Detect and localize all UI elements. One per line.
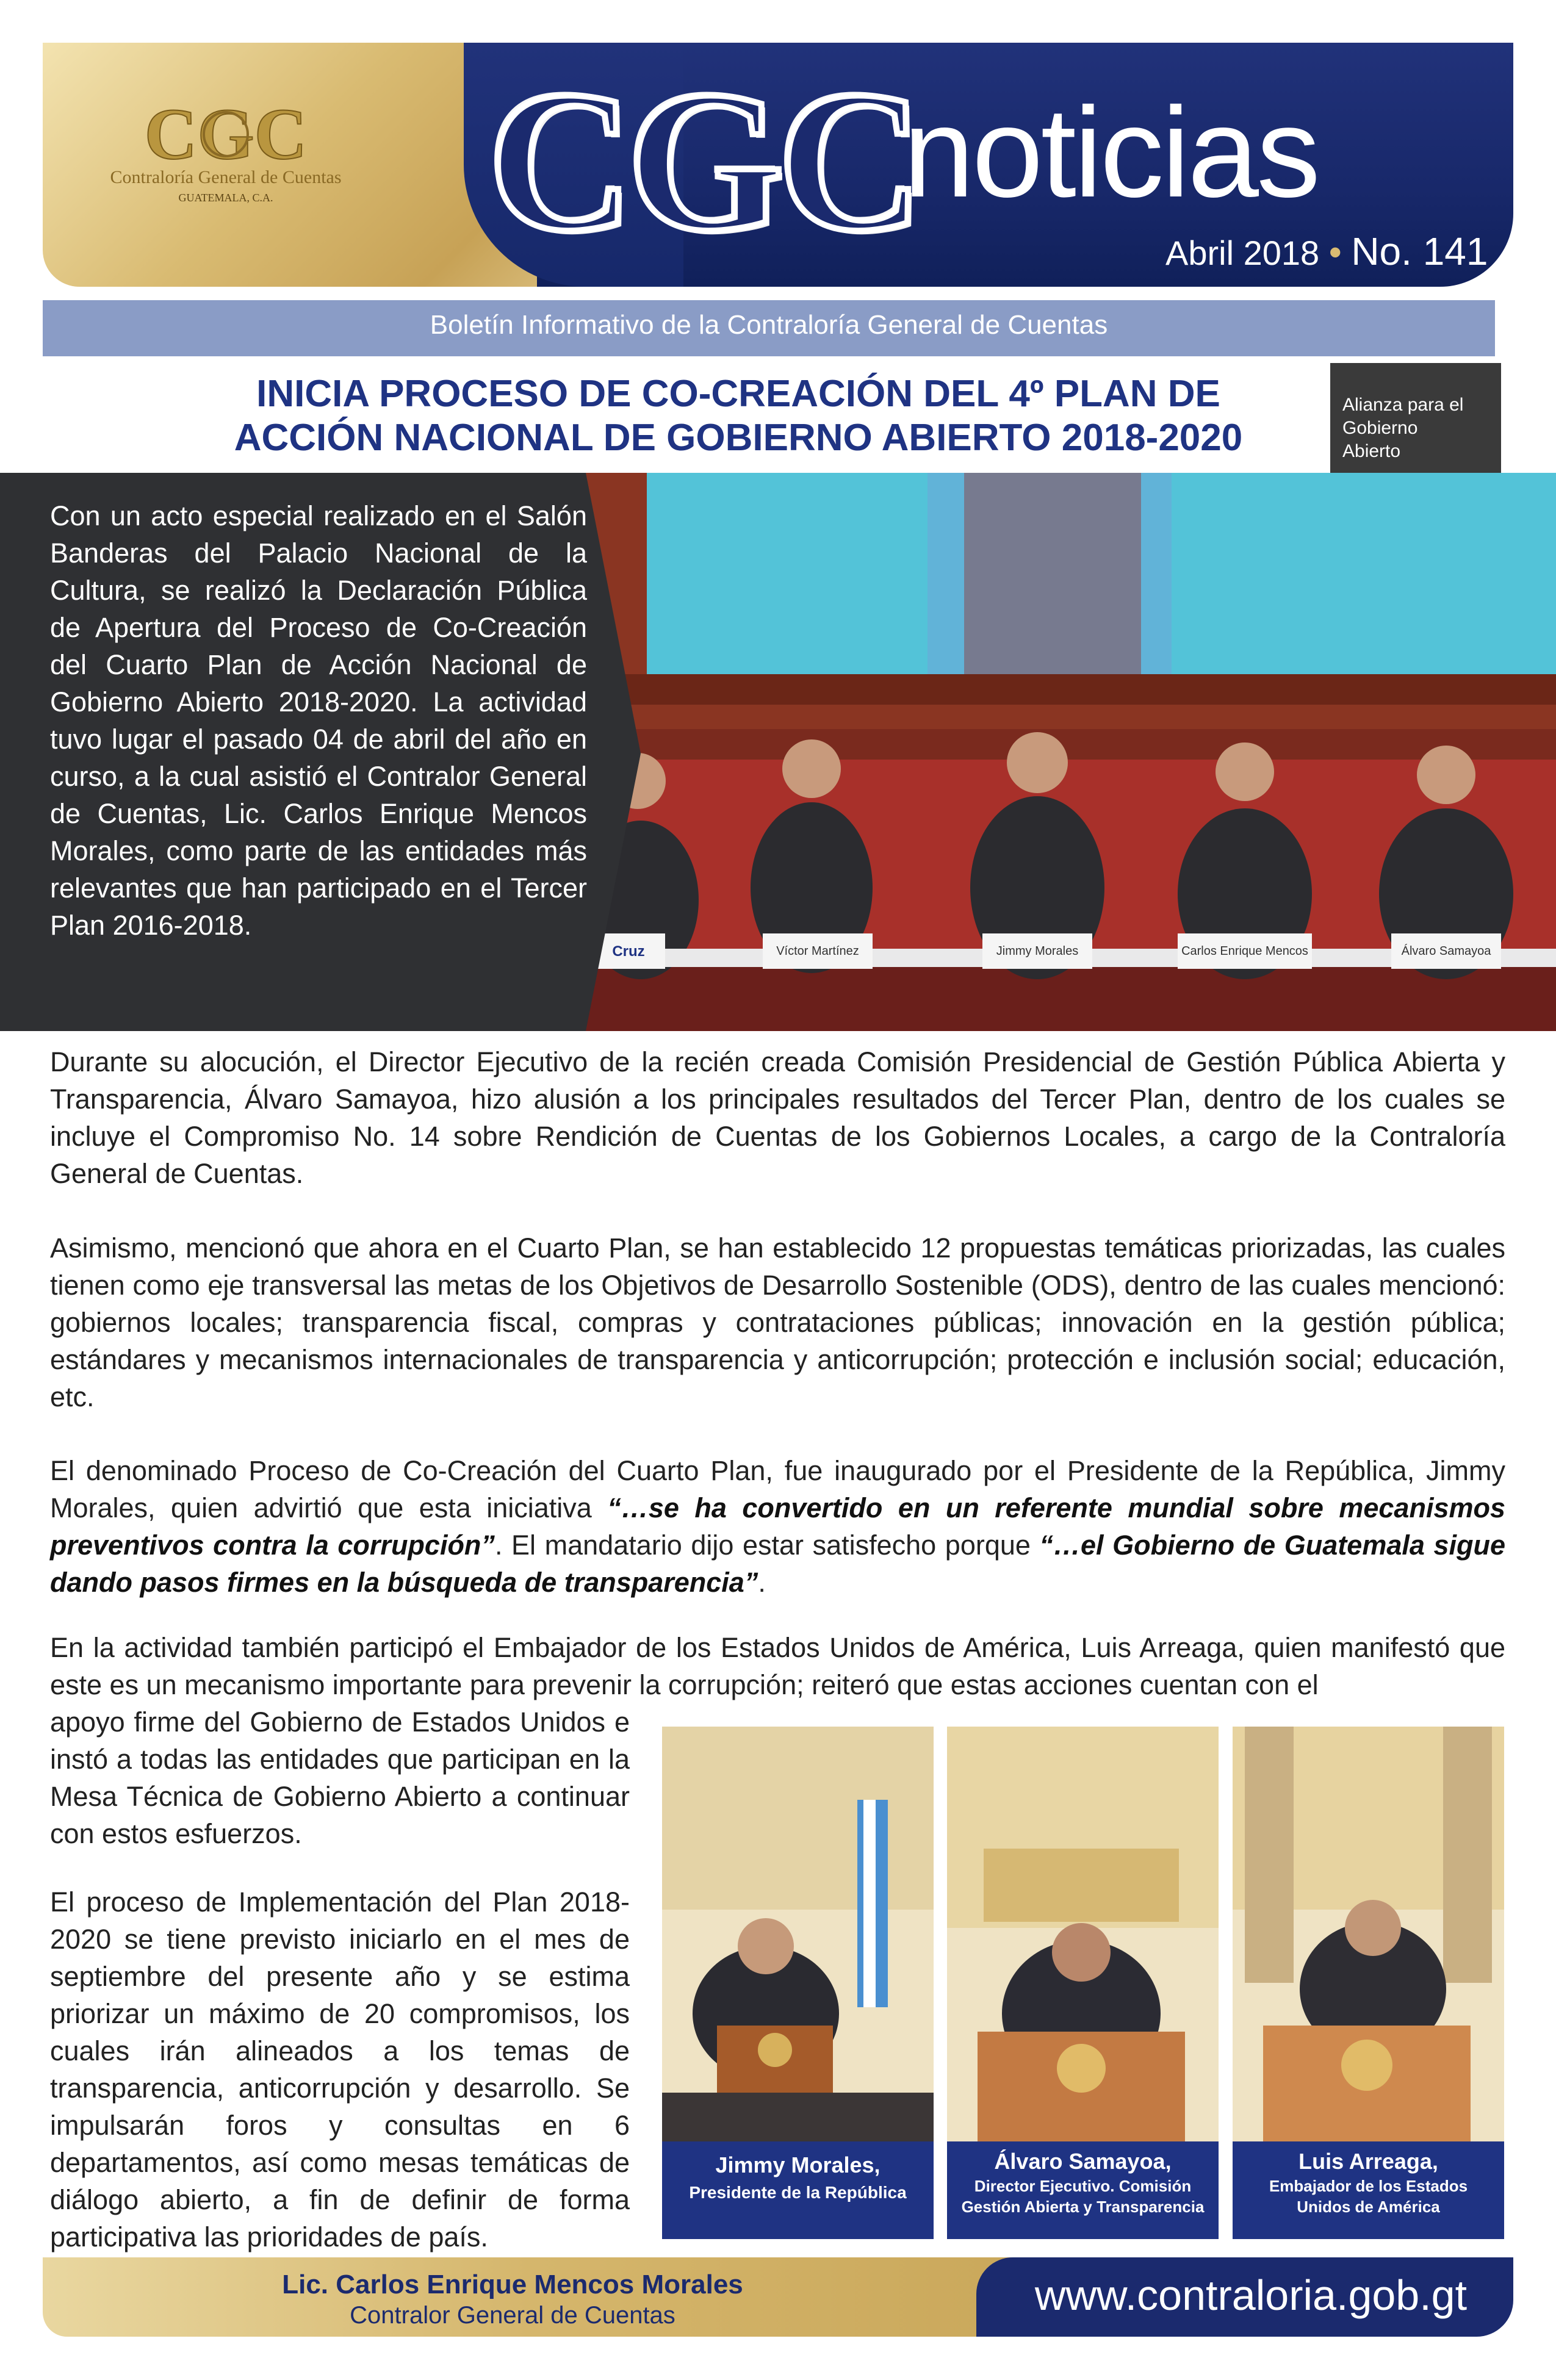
body-paragraph-5: apoyo firme del Gobierno de Estados Unidos e instó a todas las entidades que participan en la Mesa Técnica de Gobierno Abierto a continuar con estos esfuerzos. <box>50 1706 630 1849</box>
ogp-logo-text <box>1342 394 1495 463</box>
bulletin-subtitle: Boletín Informativo de la Contraloría General de Cuentas <box>430 310 1108 340</box>
headline <box>183 372 1294 460</box>
masthead-noticias: noticias <box>903 81 1319 224</box>
ogp-line-2: Gobierno <box>1342 418 1418 438</box>
seal-letters: CGC <box>144 93 308 174</box>
photo-name-3: Luis Arreaga, <box>1298 2149 1438 2174</box>
signer-title: Contralor General de Cuentas <box>350 2302 675 2329</box>
photo-card-alvaro-samayoa <box>947 1727 1219 2239</box>
photo-alvaro-samayoa <box>947 1727 1219 2141</box>
seal-country: GUATEMALA, C.A. <box>178 192 273 204</box>
photo-role-1: Presidente de la República <box>689 2183 907 2202</box>
photo-role-2: Director Ejecutivo. Comisión <box>974 2177 1192 2195</box>
photo-card-luis-arreaga <box>1233 1727 1504 2239</box>
signer-name: Lic. Carlos Enrique Mencos Morales <box>282 2270 743 2299</box>
nameplate-2: Víctor Martínez <box>776 944 859 958</box>
issue-number: No. 141 <box>1351 229 1488 273</box>
body-paragraph-1: Durante su alocución, el Director Ejecutivo de la recién creada Comisión Presidencial de Gestión Pública Abierta y Transparencia, Álvaro Samayoa, hizo alusión a los principales resultados del Tercer Plan, dentro de los cuales se incluye el Compromiso No. 14 sobre Rendición de Cuentas de los Gobiernos Locales, a cargo de la Contraloría General de Cuentas. <box>50 1046 1505 1189</box>
photo-card-jimmy-morales <box>662 1727 934 2239</box>
p3-quote-2: “…el Gobierno de Guatemala sigue dando pasos firmes en la búsqueda de transparencia” <box>50 1530 1506 1598</box>
headline-line-1: INICIA PROCESO DE CO-CREACIÓN DEL 4º PLAN DE <box>256 373 1220 415</box>
headline-line-2: ACCIÓN NACIONAL DE GOBIERNO ABIERTO 2018-2020 <box>234 417 1243 459</box>
photo-name-2: Álvaro Samayoa, <box>994 2149 1172 2174</box>
body-paragraph-2: Asimismo, mencionó que ahora en el Cuarto Plan, se han establecido 12 propuestas temáticas priorizadas, las cuales tienen como eje transversal las metas de los Objetivos de Desarrollo Sostenible (ODS), dentro de las cuales mencionó: gobiernos locales; transparencia fiscal, compras y contrataciones públicas; innovación en la gestión pública; estándares y mecanismos internacionales de transparencia y anticorrupción; protección e inclusión social; educación, etc. <box>50 1232 1505 1412</box>
ogp-line-1: Alianza para el <box>1342 395 1464 415</box>
issue-date: Abril 2018 <box>1165 234 1320 272</box>
nameplate-5: Álvaro Samayoa <box>1401 944 1491 958</box>
p3-text-c: . <box>758 1567 766 1598</box>
photo-role-3: Embajador de los Estados <box>1269 2177 1468 2195</box>
nameplate-1: Cruz <box>612 943 645 960</box>
nameplate-4: Carlos Enrique Mencos <box>1181 944 1308 958</box>
p3-text-b: . El mandatario dijo estar satisfecho porque <box>494 1530 1040 1561</box>
nameplate-3: Jimmy Morales <box>996 944 1079 958</box>
photo-name-1: Jimmy Morales, <box>715 2152 881 2177</box>
p3-text-a: El denominado Proceso de Co-Creación del Cuarto Plan, fue inaugurado por el Presidente de la República, Jimmy Morales, quien advirtió que esta iniciativa <box>50 1455 1505 1523</box>
main-event-photo <box>586 473 1556 1031</box>
body-paragraph-4: En la actividad también participó el Embajador de los Estados Unidos de América, Luis Arreaga, quien manifestó que este es un mecanismo importante para prevenir la corrupción; reiteró que estas acciones cuentan con el <box>50 1632 1505 1700</box>
photo-role-3b: Unidos de América <box>1297 2198 1440 2216</box>
masthead-cgc: CGC <box>488 50 918 273</box>
bullet-icon: • <box>1328 232 1342 273</box>
body-paragraph-6: El proceso de Implementación del Plan 2018-2020 se tiene previsto iniciarlo en el mes de septiembre del presente año y se estima priorizar un máximo de 20 compromisos, los cuales irán alineados a los temas de transparencia, anticorrupción y desarrollo. Se impulsarán foros y consultas en 6 departamentos, así como mesas temáticas de diálogo abierto, a fin de definir de forma participativa las prioridades de país. <box>50 1886 630 2252</box>
seal-name: Contraloría General de Cuentas <box>110 167 342 187</box>
photo-luis-arreaga <box>1233 1727 1504 2141</box>
issue-info <box>1165 229 1488 274</box>
ogp-line-3: Abierto <box>1342 441 1401 461</box>
intro-paragraph: Con un acto especial realizado en el Salón Banderas del Palacio Nacional de la Cultura, se realizó la Declaración Pública de Apertura del Proceso de Co-Creación del Cuarto Plan de Acción Nacional de Gobierno Abierto 2018-2020. La actividad tuvo lugar el pasado 04 de abril del año en curso, a la cual asistió el Contralor General de Cuentas, Lic. Carlos Enrique Mencos Morales, como parte de las entidades más relevantes que han participado en el Tercer Plan 2016-2018. <box>50 500 587 941</box>
cgc-seal-logo <box>110 92 342 214</box>
website-link[interactable]: www.contraloria.gob.gt <box>1034 2271 1468 2319</box>
photo-role-2b: Gestión Abierta y Transparencia <box>961 2198 1205 2216</box>
p3-quote-1: “…se ha convertido en un referente mundial sobre mecanismos preventivos contra la corrupción” <box>50 1492 1506 1561</box>
photo-jimmy-morales <box>662 1727 934 2141</box>
body-paragraph-3 <box>50 1452 1505 1601</box>
